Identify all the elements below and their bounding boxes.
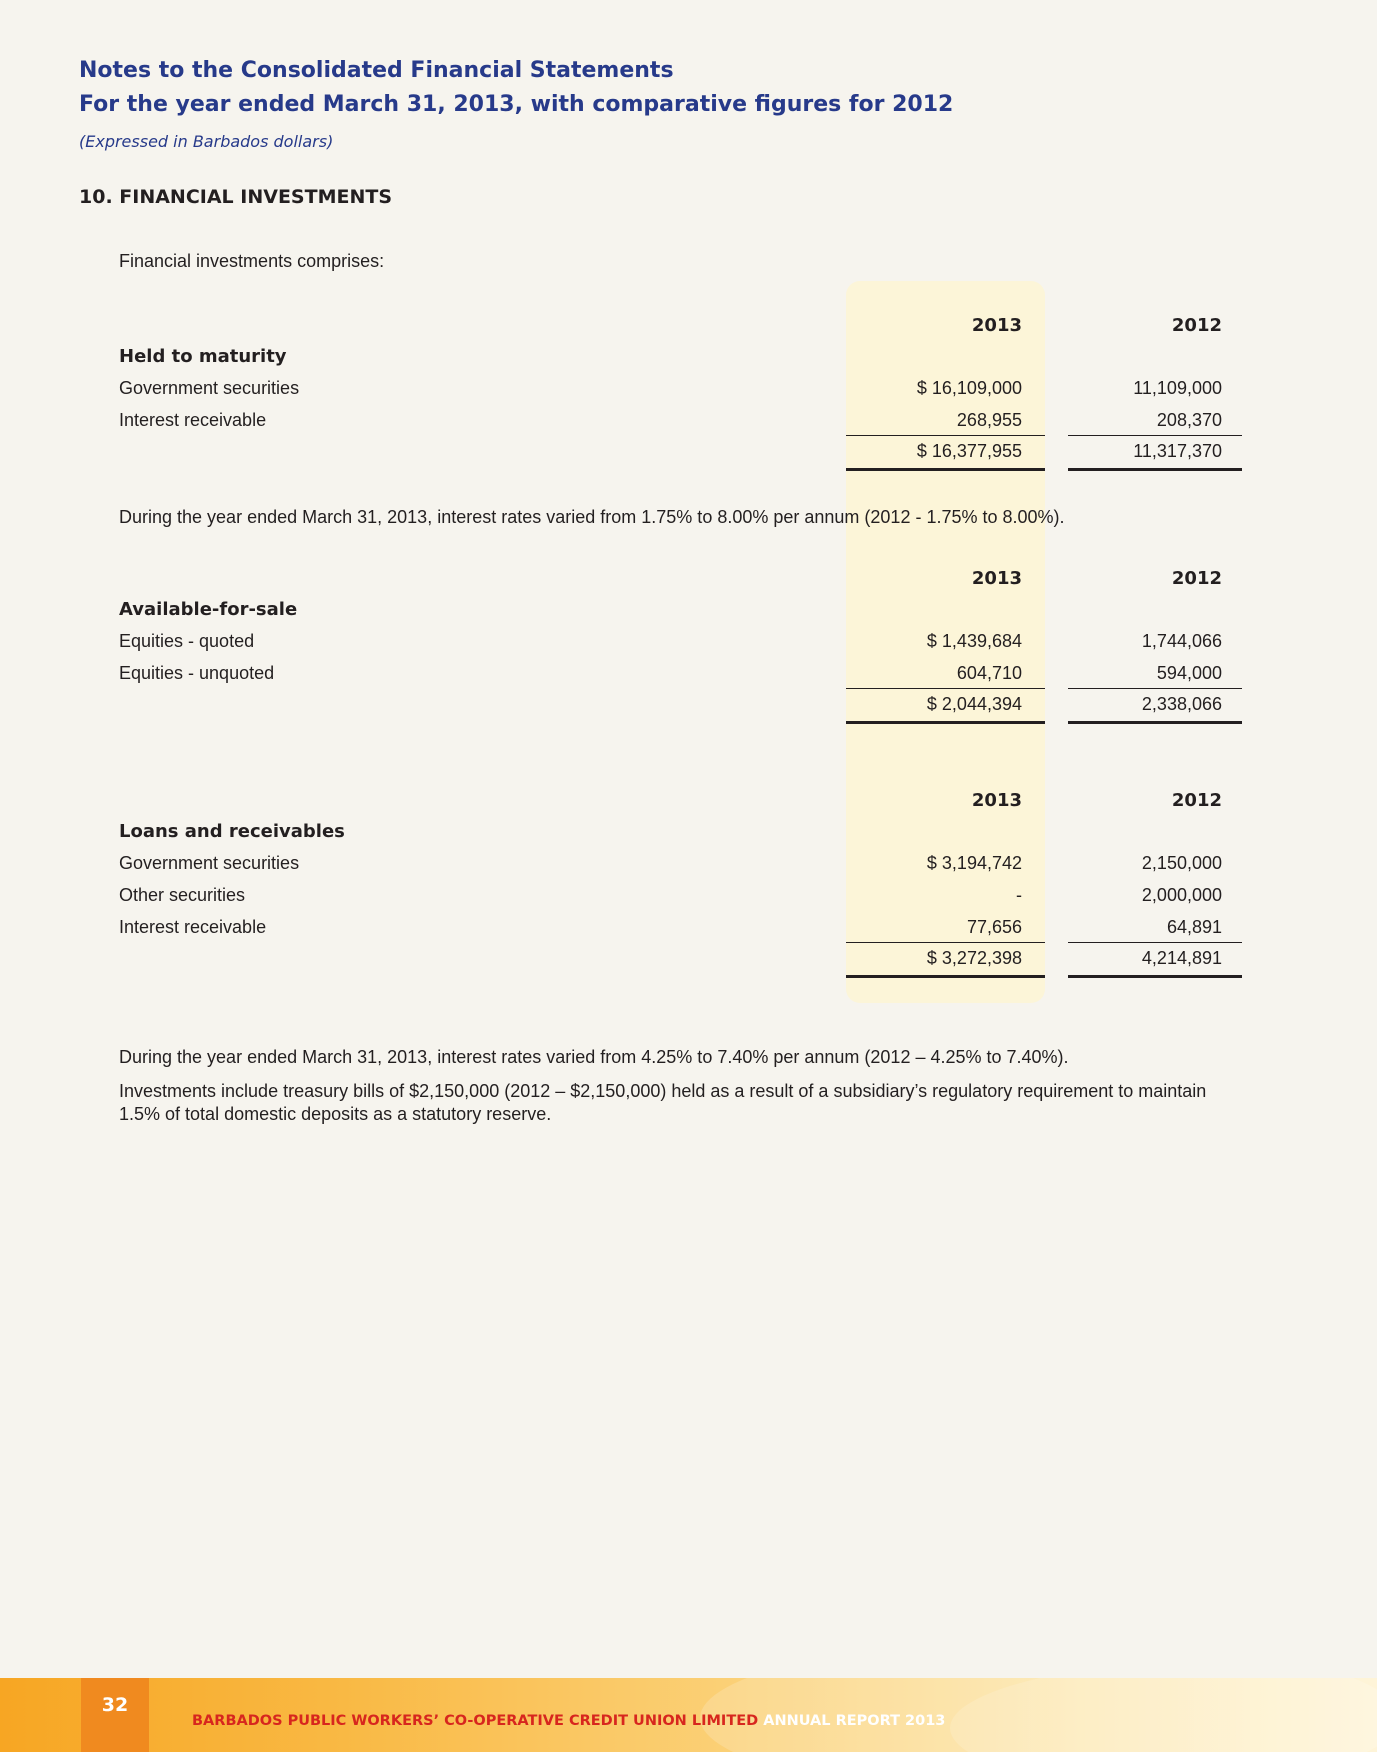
column-header-2012: 2012 [1171, 568, 1222, 589]
page-footer [0, 1678, 1377, 1752]
total-value-2013: $ 3,272,398 [926, 948, 1022, 968]
row-label: Interest receivable [119, 410, 267, 430]
column-header-2013: 2013 [971, 790, 1022, 811]
total-value-2013: $ 16,377,955 [916, 441, 1022, 461]
subtotal-rule [846, 688, 1045, 689]
total-double-rule [1068, 721, 1242, 724]
section-title: 10. FINANCIAL INVESTMENTS [79, 186, 392, 208]
row-label: Equities - quoted [119, 631, 255, 651]
subtotal-rule [846, 435, 1045, 436]
column-header-2012: 2012 [1171, 315, 1222, 336]
total-value-2012: 11,317,370 [1133, 441, 1222, 461]
row-value-2012: 208,370 [1156, 410, 1222, 430]
total-double-rule [846, 468, 1045, 471]
row-value-2013: - [1016, 885, 1022, 905]
row-label: Equities - unquoted [119, 663, 275, 683]
row-value-2013: 604,710 [956, 663, 1022, 683]
row-value-2012: 2,150,000 [1141, 853, 1222, 873]
total-value-2012: 4,214,891 [1141, 948, 1222, 968]
row-value-2012: 594,000 [1156, 663, 1222, 683]
total-value-2013: $ 2,044,394 [926, 694, 1022, 714]
row-value-2012: 2,000,000 [1141, 885, 1222, 905]
footer-report-name: ANNUAL REPORT 2013 [763, 1713, 946, 1729]
subtotal-rule [1068, 688, 1242, 689]
footer-org-name: BARBADOS PUBLIC WORKERS’ CO-OPERATIVE CREDIT UNION LIMITED [192, 1713, 759, 1729]
row-value-2012: 1,744,066 [1141, 631, 1222, 651]
treasury-bills-note: Investments include treasury bills of $2,150,000 (2012 – $2,150,000) held as a result of a subsidiary’s regulatory requirement to maintain 1.5% of total domestic deposits as a statutory reserve. [119, 1081, 1207, 1124]
column-header-2013: 2013 [971, 315, 1022, 336]
row-label: Government securities [119, 378, 300, 398]
footer-decoration [950, 1678, 1377, 1752]
header-subtitle: (Expressed in Barbados dollars) [79, 132, 334, 151]
total-double-rule [846, 975, 1045, 978]
row-value-2012: 11,109,000 [1133, 378, 1222, 398]
subtotal-rule [1068, 942, 1242, 943]
total-double-rule [1068, 975, 1242, 978]
interest-rate-note-lr: During the year ended March 31, 2013, interest rates varied from 4.25% to 7.40% per annum (2012 – 4.25% to 7.40%). [119, 1047, 1069, 1067]
row-value-2013: $ 1,439,684 [926, 631, 1022, 651]
group-heading: Available-for-sale [119, 599, 298, 620]
row-value-2013: 77,656 [966, 917, 1022, 937]
row-value-2013: $ 3,194,742 [926, 853, 1022, 873]
group-heading: Held to maturity [119, 346, 287, 367]
row-value-2013: 268,955 [956, 410, 1022, 430]
page-number: 32 [101, 1694, 129, 1716]
total-double-rule [846, 721, 1045, 724]
subtotal-rule [1068, 435, 1242, 436]
footer-org-line [192, 1713, 945, 1729]
interest-rate-note-htm: During the year ended March 31, 2013, interest rates varied from 1.75% to 8.00% per annum (2012 - 1.75% to 8.00%). [119, 507, 1065, 527]
total-double-rule [1068, 468, 1242, 471]
total-value-2012: 2,338,066 [1141, 694, 1222, 714]
header-title-line2: For the year ended March 31, 2013, with comparative figures for 2012 [79, 92, 954, 117]
row-label: Other securities [119, 885, 246, 905]
row-label: Government securities [119, 853, 300, 873]
group-heading: Loans and receivables [119, 821, 345, 842]
column-header-2013: 2013 [971, 568, 1022, 589]
intro-text: Financial investments comprises: [119, 251, 385, 271]
row-value-2013: $ 16,109,000 [916, 378, 1022, 398]
subtotal-rule [846, 942, 1045, 943]
header-title-line1: Notes to the Consolidated Financial Statements [79, 58, 674, 83]
row-value-2012: 64,891 [1166, 917, 1222, 937]
column-header-2012: 2012 [1171, 790, 1222, 811]
row-label: Interest receivable [119, 917, 267, 937]
